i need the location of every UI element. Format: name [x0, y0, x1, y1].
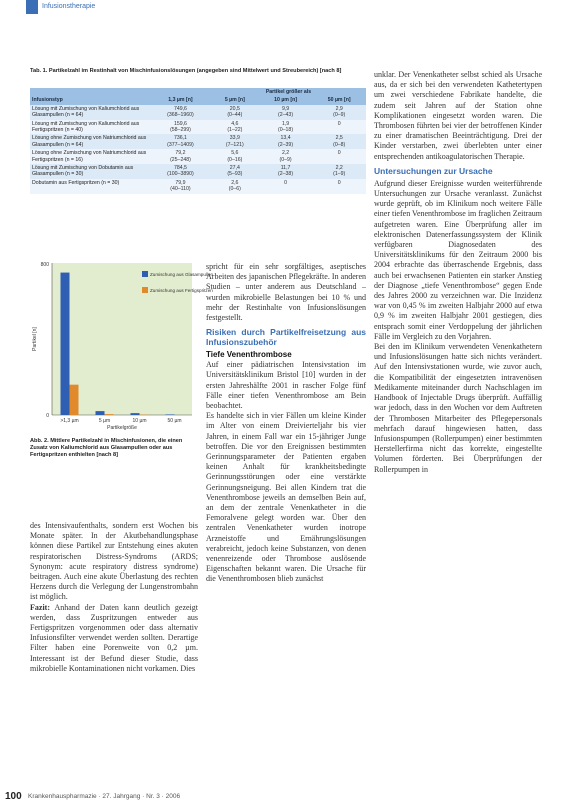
cell-range: (0–44) [227, 112, 243, 119]
table-header-cell: 50 µm [n] [312, 96, 366, 104]
section-title: Infusionstherapie [42, 3, 96, 10]
cell-range: (1–9) [333, 171, 346, 178]
y-axis-label: Partikel [n] [32, 327, 38, 351]
table-group-header: Partikel größer als [211, 88, 366, 96]
cell-mean: 79,2 [175, 150, 186, 157]
table-cell [211, 149, 259, 164]
cell-mean: 13,4 [280, 135, 291, 142]
cell-range: (2–38) [278, 171, 294, 178]
cell-mean: 0 [337, 179, 341, 186]
cell-range: (25–248) [170, 156, 191, 163]
table-cell [211, 120, 259, 135]
cell-mean: 0 [337, 150, 341, 157]
table-header-type: Infusionstyp [30, 96, 150, 104]
fazit-text: Anhand der Daten kann deutlich gezeigt werden, dass Zuspritzungen entweder aus Fertigspritzen vorgenommen oder dass alternativ Infusionsfilter verwendet werden sollten. Derartige Filter haben eine Porenweite von 0,2 µm. Interessant ist der Befund dieser Studie, dass mikrobielle Kontaminationen nicht vorkamen. Dies [30, 602, 198, 673]
x-axis-label: Partikelgröße [107, 425, 137, 431]
x-tick-label: 50 µm [167, 418, 182, 424]
cell-mean: 736,1 [173, 135, 187, 142]
table-cell [150, 134, 211, 149]
table-cell [312, 179, 366, 194]
table-cell [312, 164, 366, 179]
x-tick-label: >1,3 µm [60, 418, 79, 424]
text-column-2 [206, 262, 366, 585]
cell-range: (0–8) [333, 141, 346, 148]
table-caption: Tab. 1. Partikelzahl im Restinhalt von Mischinfusionslösungen (angegeben sind Mittelwert und Streubereich) [nach 8] [30, 68, 342, 74]
cell-mean: 11,7 [280, 165, 291, 172]
table-cell [312, 149, 366, 164]
bar [70, 385, 79, 415]
table-row-label: Lösung mit Zumischung von Dobutamin aus Glasampullen (n = 30) [30, 164, 150, 179]
bar-chart-svg [30, 257, 214, 437]
table-header-empty [30, 88, 150, 96]
table-cell [259, 134, 313, 149]
table-cell [312, 134, 366, 149]
legend-swatch [142, 287, 148, 293]
cell-range: (58–299) [170, 127, 191, 134]
cell-mean: 784,5 [173, 165, 187, 172]
cell-range: (0–9) [279, 156, 292, 163]
cell-range: (0–9) [333, 112, 346, 119]
cell-mean: 2,6 [231, 179, 239, 186]
cell-range: (0–18) [278, 127, 294, 134]
legend-swatch [142, 271, 148, 277]
table-cell [211, 134, 259, 149]
table-row [30, 105, 366, 120]
bar [61, 273, 70, 415]
cell-mean: 4,6 [231, 120, 239, 127]
cell-mean: 79,9 [175, 179, 186, 186]
paragraph: Aufgrund dieser Ereignisse wurden weiterführende Untersuchungen zur Ursache veranlasst. Zunächst wurde geprüft, ob im Klinikum noch weitere Fälle einer tiefen Venenthrombose im fraglichen Zeitraum aufgetreten waren. Eine Überprüfung aller im elektronischen Datenerfassungssystem der Klinik verfügbaren Diagnosedaten des Universitätsklinikums für den Zeitraum 2000 bis 2004 erbrachte das überraschende Ergebnis, dass auch bei erwachsenen Patienten ein starker Anstieg der Diagnose „tiefe Venenthrombose“ gegen Ende des Jahres 2000 zu verzeichnen war. Die Inzidenz war von 0,45 % im zweiten Halbjahr 2000 auf etwa 0,9 % im zweiten Halbjahr 2001 gestiegen, dies entsprach somit einer Verdoppelung der jährlichen Fälle im Vergleich zu den Vorjahren. [374, 178, 543, 341]
table-cell [211, 105, 259, 120]
paragraph [30, 603, 198, 674]
legend-label: Zumischung aus Glasampullen [150, 272, 214, 277]
table-cell [259, 149, 313, 164]
text-column-1 [30, 521, 198, 674]
table-cell [211, 164, 259, 179]
header-color-block [26, 0, 38, 14]
table-row [30, 120, 366, 135]
top-header-bar [0, 0, 570, 14]
cell-range: (0–6) [228, 186, 241, 193]
paragraph: Bei den im Klinikum verwendeten Venenkathetern und Infusionslösungen hatte sich nichts verändert. Auf den Intensivstationen wurde, wie zuvor auch, die Kompatibilität der eingesetzten intravenösen Medikamente miteinander durch Nachschlagen im Handbook of Injectable Drugs überprüft. Auffällig war jedoch, dass in den Wochen vor dem Auftreten der Thrombosen Mitarbeiter des Pflegepersonals mehrfach darauf hingewiesen hatten, dass Infusionspumpen (Rollerpumpen) einer bestimmten Herstellerfirma nicht das korrekte, eingestellte Volumen förderten. Bei Überprüfungen der Rollerpumpen in [374, 342, 542, 474]
cell-mean: 2,5 [335, 135, 343, 142]
table-cell [150, 105, 211, 120]
table-row-label: Dobutamin aus Fertigspritzen (n = 30) [30, 179, 150, 194]
cell-range: (7–121) [225, 141, 244, 148]
paragraph: spricht für ein sehr sorgfältiges, aseptisches Arbeiten des japanischen Pflegekräfte. In anderen Studien – unter anderem aus Deutschland – wurden mikrobielle Belastungen bei 10 % und mehr der Restinhalte von Infusionslösungen festgestellt. [206, 262, 366, 323]
table-cell [259, 120, 313, 135]
journal-line: Krankenhauspharmazie · 27. Jahrgang · Nr. 3 · 2006 [28, 793, 181, 800]
cell-range: (2–43) [278, 112, 294, 119]
table-row-label: Lösung mit Zumischung von Kaliumchlorid aus Glasampullen (n = 64) [30, 105, 150, 120]
cell-mean: 2,9 [335, 105, 343, 112]
bar [166, 414, 175, 415]
legend-label: Zumischung aus Fertigspritzen [150, 288, 213, 293]
particle-chart [30, 257, 214, 437]
table-header-cell: 1,3 µm [n] [150, 96, 211, 104]
x-tick-label: 5 µm [98, 418, 111, 424]
table-cell [312, 105, 366, 120]
cell-range: (40–110) [170, 186, 191, 193]
bar [131, 413, 140, 415]
table-header-empty [150, 88, 211, 96]
bar [96, 411, 105, 415]
cell-range: (5–93) [227, 171, 243, 178]
y-tick-label: 800 [40, 262, 49, 268]
cell-range: (377–1409) [167, 141, 194, 148]
cell-mean: 2,2 [281, 150, 290, 157]
paragraph: des Intensivaufenthalts, sondern erst Wochen bis Monate später. In der Akutbehandlungsphase können diese Partikel zur Entstehung eines akuten respiratorischen Distress-Syndroms (ARDS; Synonym: acute respiratory distress syndrome) beitragen. Auch eine akute Überlastung des rechten Herzens durch die Verlegung der Lungenstrombahn ist möglich. [30, 521, 198, 602]
cell-mean: 9,9 [281, 105, 290, 112]
cell-mean: 2,2 [335, 165, 343, 172]
figure-caption: Abb. 2. Mittlere Partikelzahl in Mischinfusionen, die einen Zusatz von Kaliumchlorid aus Glasampullen oder aus Fertigspritzen enthielten [nach 8] [30, 438, 183, 458]
table-row [30, 179, 366, 194]
x-tick-label: 10 µm [132, 418, 147, 424]
cell-range: (1–22) [227, 127, 243, 134]
table-row-label: Lösung ohne Zumischung von Natriumchlorid aus Glasampullen (n = 64) [30, 134, 150, 149]
table-row [30, 149, 366, 164]
cell-mean: 749,6 [173, 105, 187, 112]
particle-table [30, 88, 366, 194]
table-cell [150, 179, 211, 194]
table-cell [259, 105, 313, 120]
table-header-cell: 5 µm [n] [211, 96, 259, 104]
table-row-label: Lösung ohne Zumischung von Natriumchlorid aus Fertigspritzen (n = 16) [30, 149, 150, 164]
table-cell [150, 149, 211, 164]
cell-range: (0–16) [227, 156, 243, 163]
cell-mean: 20,5 [229, 105, 240, 112]
table-cell [211, 179, 259, 194]
table-cell [150, 120, 211, 135]
cell-range: (100–3890) [167, 171, 194, 178]
cell-mean: 159,6 [173, 120, 187, 127]
cell-mean: 5,6 [231, 150, 239, 157]
cell-mean: 27,4 [229, 165, 240, 172]
cell-range: (2–39) [278, 141, 294, 148]
table-row-label: Lösung mit Zumischung von Kaliumchlorid aus Fertigspritzen (n = 40) [30, 120, 150, 135]
cell-mean: 1,9 [281, 120, 290, 127]
table-cell [150, 164, 211, 179]
cell-range: (368–1960) [167, 112, 194, 119]
page-number: 100 [5, 791, 22, 802]
paragraph: Es handelte sich in vier Fällen um kleine Kinder im Alter von einem Dreivierteljahr bis vier Jahren, in einem Fall war ein 15-jähriger Junge betroffen. Die vor den Ereignissen bestimmten Gerinnungsparameter der Patienten ergaben keinen Anhalt für krankheitsbedingte Gerinnungsstörungen oder eine verstärkte Gerinnungsneigung. Bei allen Kindern trat die Venenthrombose jeweils an demselben Bein auf, an dem der zentrale Venenkatheter in die Femoralvene gelegt worden war. Über den zentralen Venenkatheter wurden inotrope Arzneistoffe und Ernährungslösungen verabreicht, jedoch keine Substanzen, von denen venenreizende oder Thrombose auslösende Eigenschaften bekannt waren. Die Ursache für die Venenthrombosen blieb zunächst [206, 411, 366, 584]
table-header-cell: 10 µm [n] [259, 96, 313, 104]
section-heading: Untersuchungen zur Ursache [374, 165, 493, 176]
table-cell [312, 120, 366, 135]
fazit-label: Fazit: [30, 602, 50, 612]
paragraph: Auf einer pädiatrischen Intensivstation im Universitätsklinikum Bristol [10] wurden in der ersten Jahreshälfte 2001 in rascher Folge fünf Fälle einer tiefen Venenthrombose am Bein beobachtet. [206, 360, 366, 411]
page-footer [0, 785, 570, 805]
bar [105, 414, 114, 415]
cell-mean: 33,9 [229, 135, 240, 142]
table-row [30, 164, 366, 179]
text-column-3 [374, 70, 542, 475]
table-row [30, 134, 366, 149]
paragraph: unklar. Der Venenkatheter selbst schied als Ursache aus, da er sich bei den verwendeten Kathetertypen um zwei verschiedene Fabrikate handelte, die zudem seit Jahren auf der Station ohne Komplikationen eingesetzt worden waren. Die Thrombosen führten bei vier der betroffenen Kinder zu einer dramatischen Beeinträchtigung. Drei der Kinder verstarben, zwei überlebten unter einer entsprechenden antikoagulatorischen Therapie. [374, 70, 542, 161]
cell-mean: 0 [284, 179, 287, 186]
section-heading: Risiken durch Partikelfreisetzung aus Infusionszubehör [206, 327, 366, 348]
y-tick-label: 0 [46, 413, 49, 419]
cell-mean: 0 [337, 120, 341, 127]
subsection-heading: Tiefe Venenthrombose [206, 350, 292, 360]
table-cell [259, 179, 313, 194]
table-cell [259, 164, 313, 179]
